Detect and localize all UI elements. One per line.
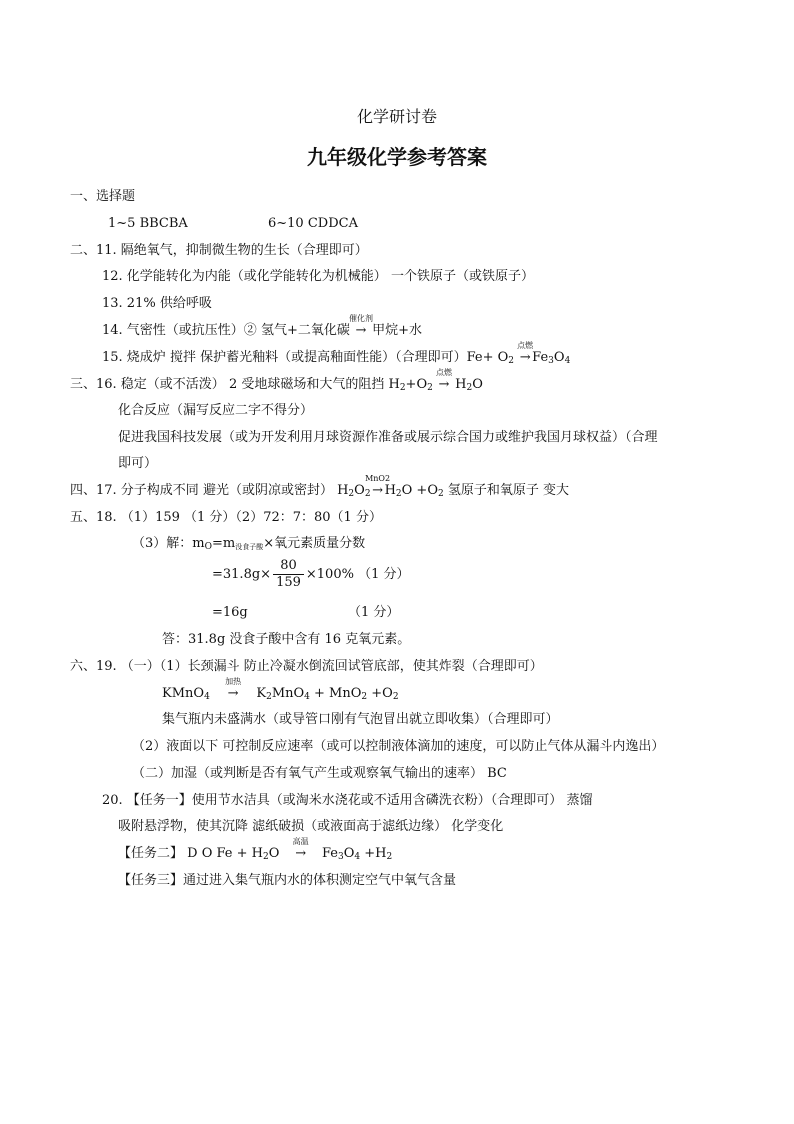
answer-q19-line3: 集气瓶内未盛满水（或导管口刚有气泡冒出就立即收集）（合理即可）	[162, 712, 559, 727]
reaction-arrow: MnO2 →	[365, 474, 391, 498]
answer-q20: 20. 【任务一】使用节水洁具（或淘米水浇花或不适用含磷洗衣粉）（合理即可） 蒸馏	[102, 793, 593, 808]
answer-q18: 五、18. （1）159 （1 分）（2）72：7：80（1 分）	[70, 510, 382, 525]
answer-q18-calc: =31.8g× $\frac{80}{159}$ ×100% （1 分）	[212, 558, 410, 590]
reaction-arrow: 加热 →	[225, 677, 242, 701]
reaction-arrow: 催化剂 →	[348, 314, 373, 338]
answer-q12: 12. 化学能转化为内能（或化学能转化为机械能） 一个铁原子（或铁原子）	[102, 269, 534, 284]
answer-q15: 15. 烧成炉 搅拌 保护蓄光釉料（或提高釉面性能）（合理即可）$Fe+ O_2$ 点燃 → $Fe_3O_4$	[102, 341, 571, 366]
page-title: 九年级化学参考答案	[307, 145, 487, 169]
answer-q18-conclusion: 答：31.8g 没食子酸中含有 16 克氧元素。	[162, 632, 411, 647]
answer-q13: 13. 21% 供给呼吸	[102, 296, 212, 311]
answer-q16-line2: 化合反应（漏写反应二字不得分）	[118, 403, 314, 418]
answer-q16-line3: 促进我国科技发展（或为开发利用月球资源作准备或展示综合国力或维护我国月球权益）（合理	[118, 430, 658, 445]
answer-q18-result: =16g	[212, 605, 248, 620]
answer-q16: 三、16. 稳定（或不活泼） 2 受地球磁场和大气的阻挡 $H_2+O_2$ 点燃 → $H_2O$	[70, 368, 483, 393]
answer-q20-line2: 吸附悬浮物，使其沉降 滤纸破损（或液面高于滤纸边缘） 化学变化	[118, 819, 504, 834]
fraction: $\frac{80}{159}$	[273, 558, 304, 591]
answer-q20-task2: 【任务二】 D O $Fe + H_2O$ 高温 → $Fe_3O_4 +H_2$	[118, 837, 393, 862]
choice-answers-6-10: 6~10 CDDCA	[268, 216, 358, 231]
answer-q19: 六、19. （一）（1）长颈漏斗 防止冷凝水倒流回试管底部，使其炸裂（合理即可）	[70, 659, 543, 674]
answer-q19-line5: （二）加湿（或判断是否有氧气产生或观察氧气输出的速率） BC	[132, 766, 507, 781]
subtitle: 化学研讨卷	[356, 107, 437, 126]
answer-q18-part3: （3）解：$m_O=m_{没食子酸}\times$氧元素质量分数	[132, 536, 366, 552]
choice-answers-1-5: 1~5 BBCBA	[108, 216, 188, 231]
answer-q14: 14. 气密性（或抗压性）② 氢气+二氧化碳 催化剂 → 甲烷+水	[102, 314, 423, 338]
section-choice-heading: 一、选择题	[70, 189, 136, 204]
answer-q17: 四、17. 分子构成不同 避光（或阴凉或密封） $H_2O_2$ MnO2 → $H_2O +O_2$ 氢原子和氧原子 变大	[70, 474, 569, 499]
reaction-arrow: 点燃 →	[517, 341, 534, 365]
answer-q11: 二、11. 隔绝氧气，抑制微生物的生长（合理即可）	[70, 243, 368, 258]
answer-q18-result-score: （1 分）	[348, 605, 400, 620]
answer-q19-line4: （2）液面以下 可控制反应速率（或可以控制液体滴加的速度，可以防止气体从漏斗内逸出）	[132, 739, 665, 754]
answer-q16-line4: 即可）	[118, 456, 158, 471]
answer-q19-equation: KMnO$_4$ 加热 → $K_2MnO_4 + MnO_2 +O_2$	[162, 677, 399, 702]
answer-q20-task3: 【任务三】通过进入集气瓶内水的体积测定空气中氧气含量	[118, 873, 457, 888]
reaction-arrow: 点燃 →	[435, 368, 452, 392]
reaction-arrow: 高温 →	[292, 837, 309, 861]
